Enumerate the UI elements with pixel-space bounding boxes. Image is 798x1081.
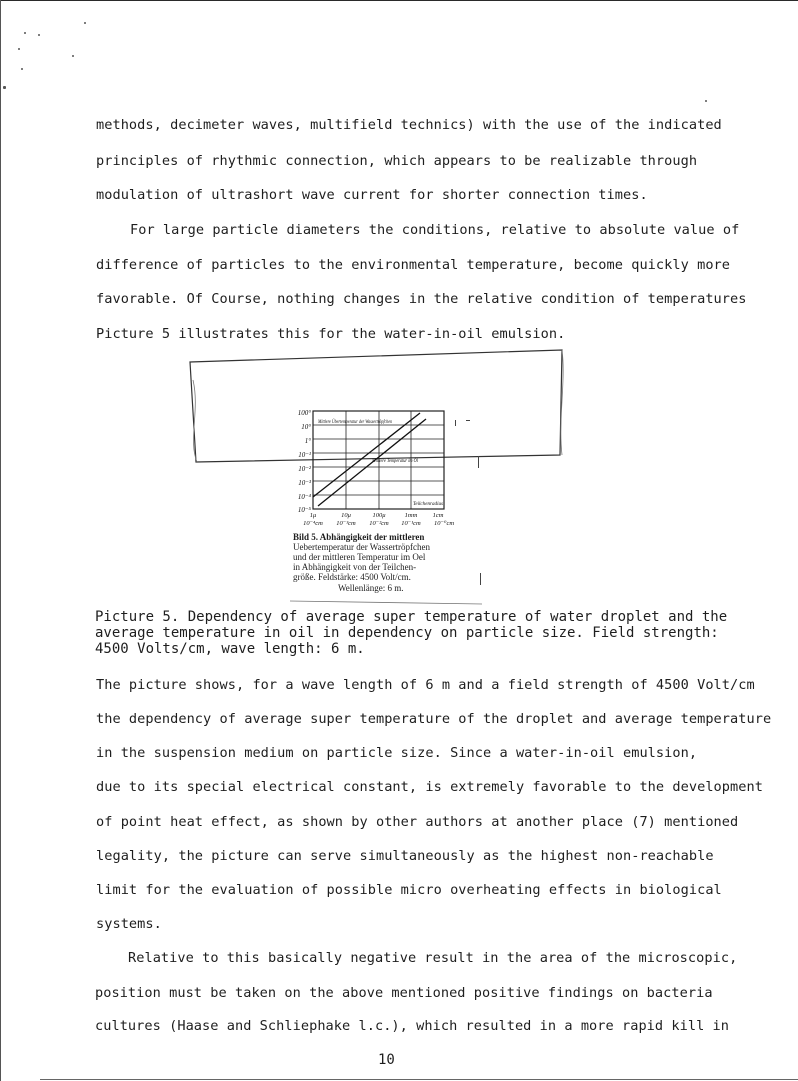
text-line: For large particle diameters the conditions, relative to absolute value of (130, 222, 740, 238)
bild-caption-line: in Abhängigkeit von der Teilchen- (293, 562, 417, 572)
y-tick: 10⁻¹ (298, 451, 311, 459)
caption-line: Picture 5. Dependency of average super temperature of water droplet and the (95, 609, 728, 625)
bild-caption-line: Uebertemperatur der Wassertröpfchen (293, 542, 431, 552)
text-line: principles of rhythmic connection, which appears to be realizable through (96, 153, 698, 169)
text-line: of point heat effect, as shown by other authors at another place (7) mentioned (96, 814, 739, 830)
text-line: the dependency of average super temperature of the droplet and average temperature (96, 711, 772, 727)
x-axis-ticks (303, 512, 454, 527)
x-tick: 10⁻⁰cm (433, 520, 455, 527)
x-tick: 1cm (432, 512, 444, 519)
x-tick: 10μ (341, 512, 351, 519)
text-line: difference of particles to the environmental temperature, become quickly more (96, 257, 731, 273)
text-line: cultures (Haase and Schliephake l.c.), which resulted in a more rapid kill in (95, 1018, 730, 1034)
text-line: modulation of ultrashort wave current for shorter connection times. (96, 187, 648, 203)
y-axis-ticks (298, 409, 312, 514)
bild-caption-line: und der mittleren Temperatur im Oel (293, 552, 426, 562)
y-tick: 10⁻⁵ (297, 506, 311, 514)
text-line: systems. (96, 916, 162, 932)
text-line: legality, the picture can serve simultaneously as the highest non-reachable (96, 848, 714, 864)
y-tick: 10⁻⁴ (297, 493, 311, 501)
bild-caption-line: Bild 5. Abhängigkeit der mittleren (293, 532, 425, 542)
text-line: The picture shows, for a wave length of 6 m and a field strength of 4500 Volt/cm (96, 677, 755, 693)
text-line: Relative to this basically negative result in the area of the microscopic, (128, 950, 738, 966)
text-line: Picture 5 illustrates this for the water-in-oil emulsion. (96, 326, 566, 342)
text-line: limit for the evaluation of possible micro overheating effects in biological (96, 882, 722, 898)
y-tick: 10⁻³ (298, 479, 311, 487)
x-tick: 1μ (309, 512, 317, 519)
curve-label-oil: Mittlere Temperatur im Öl (372, 458, 431, 464)
page-number: 10 (378, 1052, 395, 1068)
y-tick: 10⁻² (298, 465, 311, 473)
x-tick: 1mm (404, 512, 418, 519)
x-tick: 10⁻²cm (369, 520, 389, 527)
figure-mask-frame (190, 350, 562, 462)
curve-water-droplet (313, 413, 431, 497)
bild-caption-line: Wellenlänge: 6 m. (338, 583, 404, 593)
text-line: due to its special electrical constant, is extremely favorable to the development (96, 779, 763, 795)
y-tick: 1° (304, 437, 311, 445)
text-line: methods, decimeter waves, multifield technics) with the use of the indicated (96, 117, 722, 133)
x-tick: 100μ (372, 512, 386, 519)
y-tick: 10° (301, 423, 311, 431)
bild-caption-line: größe. Feldstärke: 4500 Volt/cm. (293, 572, 411, 582)
text-line: in the suspension medium on particle size. Since a water-in-oil emulsion, (96, 745, 698, 761)
x-tick: 10⁻³cm (336, 520, 356, 527)
caption-line: 4500 Volts/cm, wave length: 6 m. (95, 641, 365, 657)
text-line: position must be taken on the above mentioned positive findings on bacteria (95, 985, 713, 1001)
caption-line: average temperature in oil in dependency on particle size. Field strength: (95, 625, 719, 641)
y-tick: 100° (297, 409, 311, 417)
curve-label-water: Mittlere Übertemperatur der Wassertröpfchen (318, 419, 420, 425)
x-tick: 10⁻¹cm (401, 520, 421, 527)
page-bottom-edge (40, 1079, 798, 1080)
axis-label-particle-radius: Teilchenradius (413, 501, 443, 507)
text-line: favorable. Of Course, nothing changes in the relative condition of temperatures (96, 291, 747, 307)
x-tick: 10⁻⁴cm (303, 520, 323, 527)
